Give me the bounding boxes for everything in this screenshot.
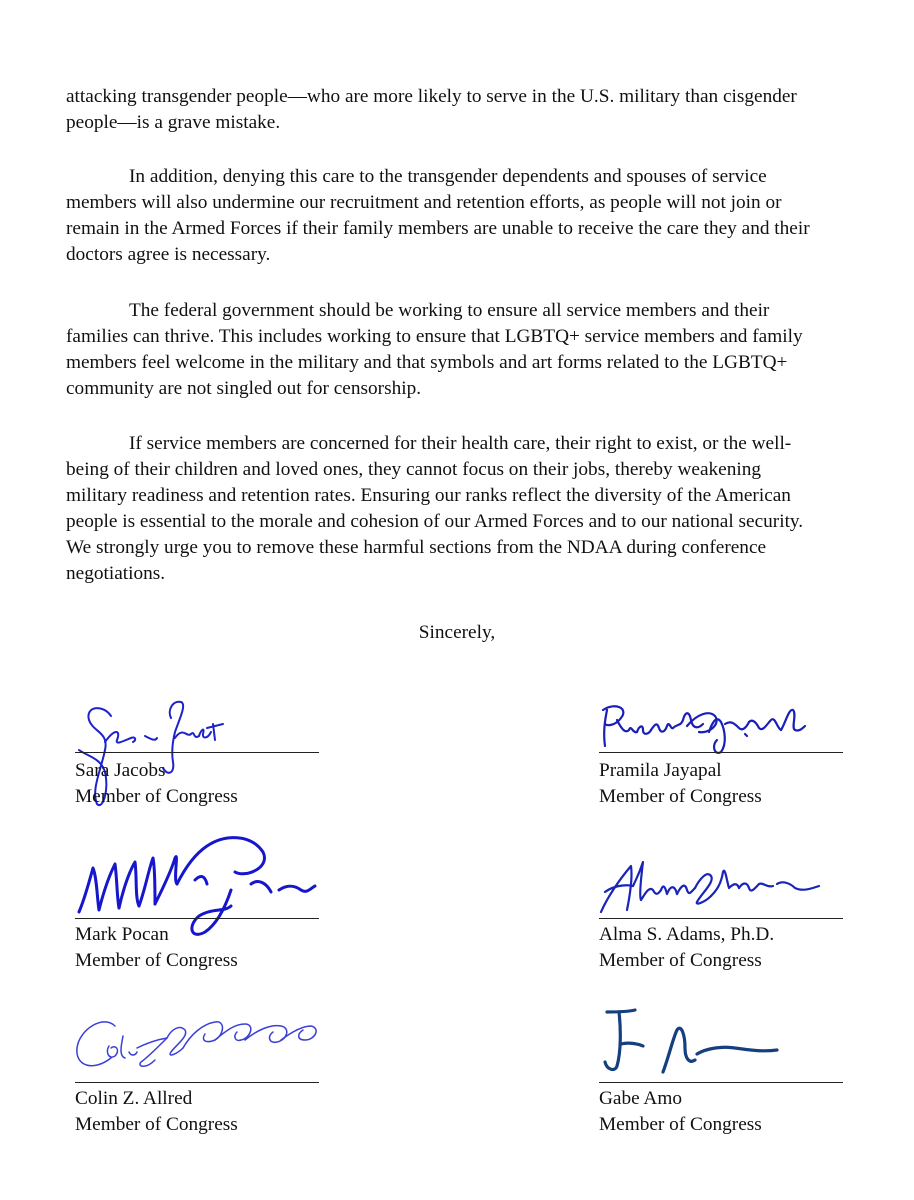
signature-block-gabe-amo bbox=[599, 1000, 849, 1140]
signature-line bbox=[599, 1082, 843, 1083]
signatory-name: Gabe Amo bbox=[599, 1088, 682, 1109]
signatory-name: Colin Z. Allred bbox=[75, 1088, 193, 1109]
signatory-name: Pramila Jayapal bbox=[599, 760, 722, 781]
body-line: community are not singled out for censorship. bbox=[66, 378, 422, 399]
body-line: members will also undermine our recruitment and retention efforts, as people will not join or bbox=[66, 192, 782, 213]
body-line: remain in the Armed Forces if their family members are unable to receive the care they and their bbox=[66, 218, 810, 239]
signatory-title: Member of Congress bbox=[75, 786, 238, 807]
body-line: being of their children and loved ones, they cannot focus on their jobs, thereby weakening bbox=[66, 459, 761, 480]
signature-block-pramila-jayapal bbox=[599, 680, 849, 810]
body-line: people—is a grave mistake. bbox=[66, 112, 281, 133]
signatory-title: Member of Congress bbox=[599, 950, 762, 971]
body-line: families can thrive. This includes working to ensure that LGBTQ+ service members and family bbox=[66, 326, 803, 347]
signature-block-alma-adams bbox=[599, 842, 849, 978]
body-line: attacking transgender people—who are more likely to serve in the U.S. military than cisgender bbox=[66, 86, 797, 107]
signature-line bbox=[599, 752, 843, 753]
closing-salutation: Sincerely, bbox=[418, 622, 496, 643]
signature-line bbox=[75, 918, 319, 919]
signature-line bbox=[599, 918, 843, 919]
signature-block-colin-allred bbox=[75, 1000, 325, 1140]
handwritten-signature bbox=[603, 706, 805, 753]
body-line: negotiations. bbox=[66, 563, 166, 584]
body-line: We strongly urge you to remove these harmful sections from the NDAA during conference bbox=[66, 537, 767, 558]
handwritten-signature bbox=[601, 862, 819, 912]
body-line: military readiness and retention rates. Ensuring our ranks reflect the diversity of the American bbox=[66, 485, 791, 506]
body-line: people is essential to the morale and cohesion of our Armed Forces and to our national security. bbox=[66, 511, 804, 532]
signatory-name: Mark Pocan bbox=[75, 924, 169, 945]
signature-line bbox=[75, 1082, 319, 1083]
signatory-title: Member of Congress bbox=[75, 950, 238, 971]
handwritten-signature bbox=[79, 838, 315, 935]
signature-line bbox=[75, 752, 319, 753]
handwritten-signature bbox=[605, 1010, 777, 1072]
body-line: The federal government should be working to ensure all service members and their bbox=[129, 300, 770, 321]
body-line: In addition, denying this care to the transgender dependents and spouses of service bbox=[129, 166, 767, 187]
signature-block-sara-jacobs bbox=[75, 680, 325, 810]
signatory-title: Member of Congress bbox=[75, 1114, 238, 1135]
signatory-name: Sara Jacobs bbox=[75, 760, 166, 781]
signature-block-mark-pocan bbox=[75, 828, 325, 978]
body-line: doctors agree is necessary. bbox=[66, 244, 271, 265]
handwritten-signature bbox=[77, 1022, 316, 1066]
signatory-name: Alma S. Adams, Ph.D. bbox=[599, 924, 775, 945]
body-line: members feel welcome in the military and that symbols and art forms related to the LGBTQ+ bbox=[66, 352, 788, 373]
signatory-title: Member of Congress bbox=[599, 1114, 762, 1135]
signatory-title: Member of Congress bbox=[599, 786, 762, 807]
body-line: If service members are concerned for their health care, their right to exist, or the well- bbox=[129, 433, 792, 454]
